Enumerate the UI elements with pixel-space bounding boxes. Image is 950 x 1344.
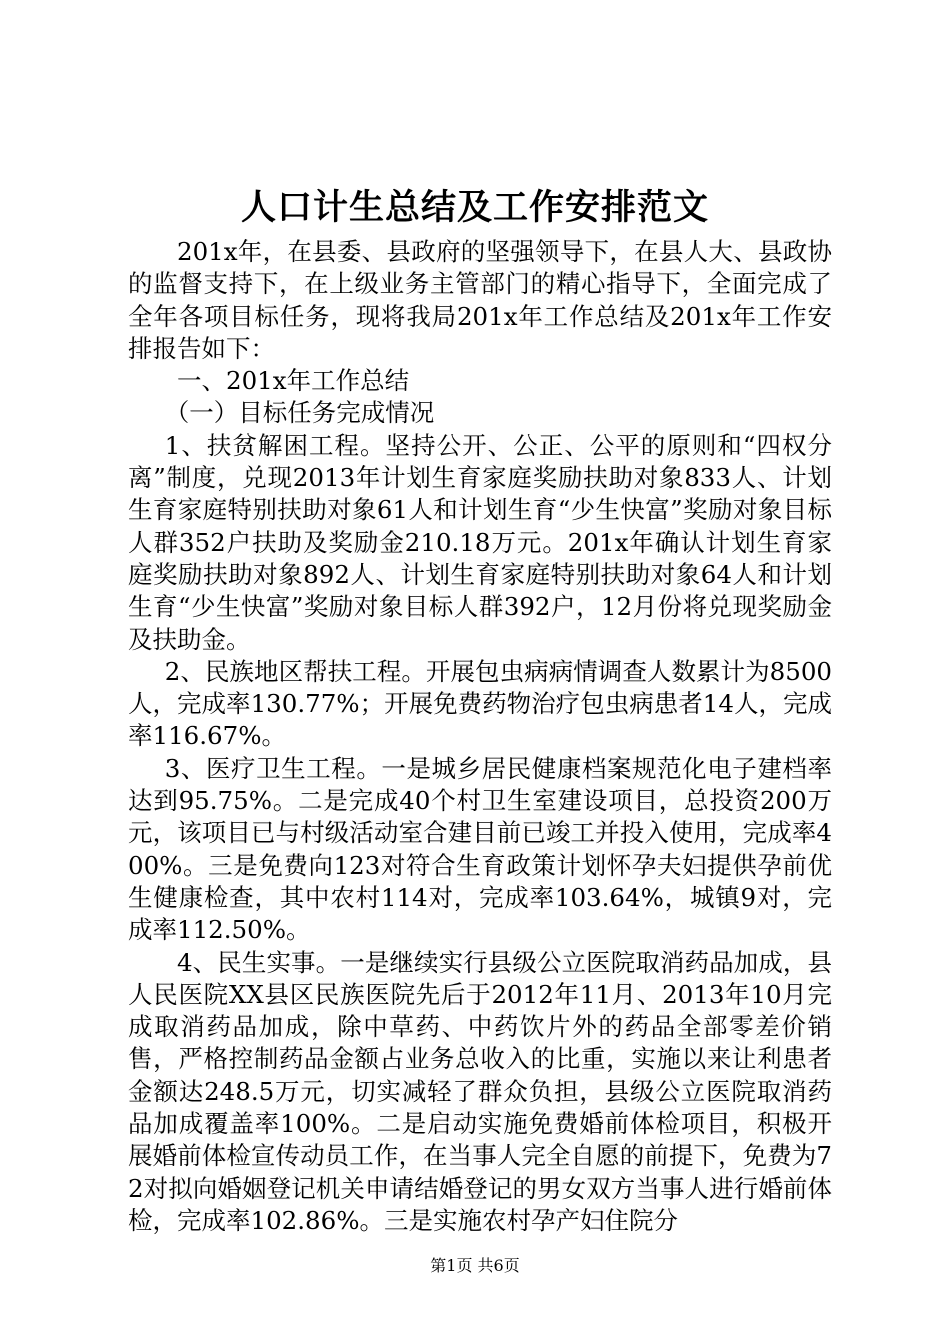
subsection-heading: （一）目标任务完成情况 [164, 398, 435, 428]
document-title: 人口计生总结及工作安排范文 [240, 187, 709, 228]
paragraph-intro: 201x年，在县委、县政府的坚强领导下，在县人大、县政协的监督支持下，在上级业务主管部门的精心指导下，全面完成了全年各项目标任务，现将我局201x年工作总结及201x年工作安排报告如下： [128, 237, 832, 363]
paragraph-item-3: 3、医疗卫生工程。一是城乡居民健康档案规范化电子建档率达到95.75%。二是完成40个村卫生室建设项目，总投资200万元，该项目已与村级活动室合建目前已竣工并投入使用，完成率400%。三是免费向123对符合生育政策计划怀孕夫妇提供孕前优生健康检查，其中农村114对，完成率103.64%，城镇9对，完成率112.50%。 [128, 753, 832, 945]
paragraph-item-2: 2、民族地区帮扶工程。开展包虫病病情调查人数累计为8500人，完成率130.77%；开展免费药物治疗包虫病患者14人，完成率116.67%。 [128, 656, 832, 751]
document-body [128, 236, 832, 1237]
paragraph-item-1: 1、扶贫解困工程。坚持公开、公正、公平的原则和“四权分离”制度，兑现2013年计划生育家庭奖励扶助对象833人、计划生育家庭特别扶助对象61人和计划生育“少生快富”奖励对象目标人群352户扶助及奖励金210.18万元。201x年确认计划生育家庭奖励扶助对象892人、计划生育家庭特别扶助对象64人和计划生育“少生快富”奖励对象目标人群392户，12月份将兑现奖励金及扶助金。 [128, 430, 832, 654]
page-number-footer: 第1页 共6页 [430, 1256, 520, 1275]
paragraph-item-4: 4、民生实事。一是继续实行县级公立医院取消药品加成，县人民医院XX县区民族医院先后于2012年11月、2013年10月完成取消药品加成，除中草药、中药饮片外的药品全部零差价销售，严格控制药品金额占业务总收入的比重，实施以来让利患者金额达248.5万元，切实减轻了群众负担，县级公立医院取消药品加成覆盖率100%。二是启动实施免费婚前体检项目，积极开展婚前体检宣传动员工作，在当事人完全自愿的前提下，免费为72对拟向婚姻登记机关申请结婚登记的男女双方当事人进行婚前体检，完成率102.86%。三是实施农村孕产妇住院分 [128, 947, 832, 1235]
section-heading: 一、201x年工作总结 [177, 366, 410, 396]
